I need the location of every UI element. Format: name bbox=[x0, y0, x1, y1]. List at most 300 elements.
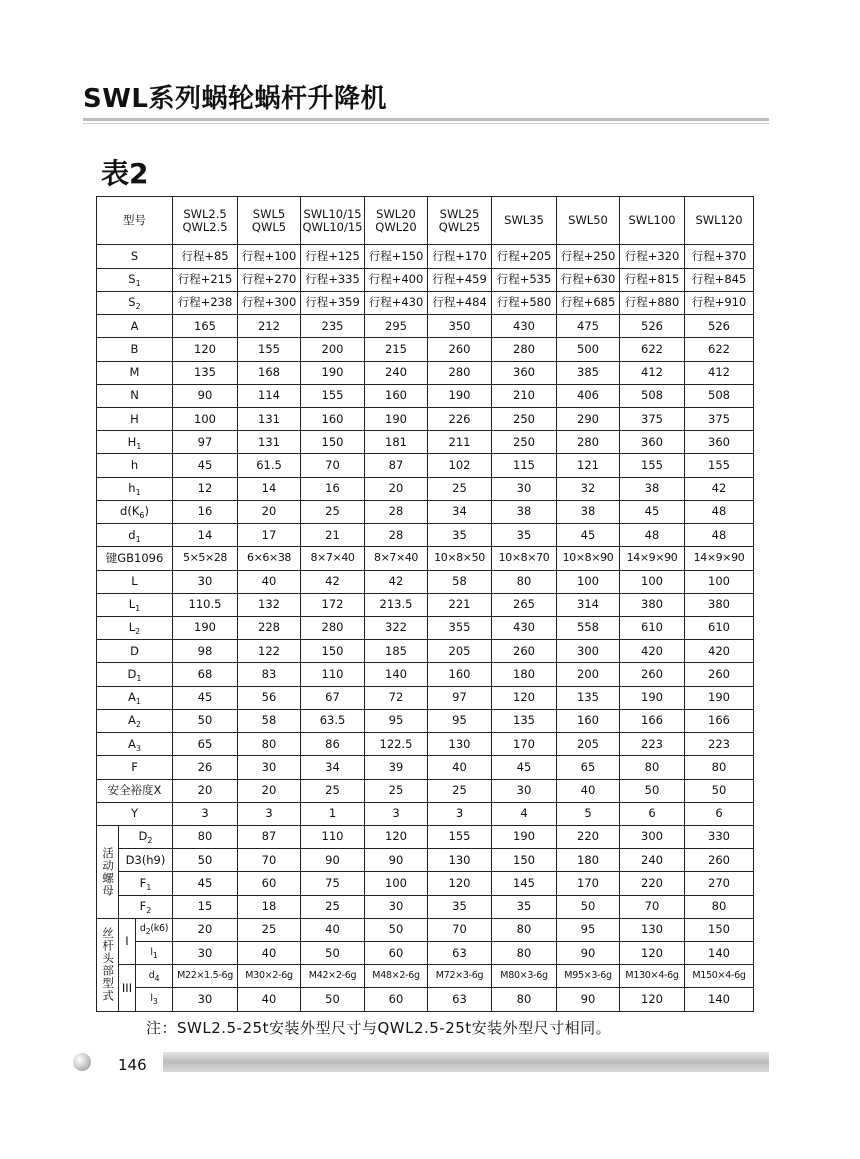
row-label-text: A bbox=[128, 713, 136, 728]
table-cell: 50 bbox=[557, 895, 620, 918]
table-cell: 221 bbox=[428, 593, 492, 616]
table-row bbox=[97, 663, 754, 686]
table-cell: 330 bbox=[685, 825, 754, 848]
table-cell: 250 bbox=[492, 408, 557, 431]
table-cell: 3 bbox=[365, 802, 428, 825]
table-cell: 行程+300 bbox=[238, 291, 301, 314]
table-cell: 135 bbox=[492, 709, 557, 732]
row-label bbox=[97, 802, 173, 825]
table-cell: 65 bbox=[173, 733, 238, 756]
table-cell: 70 bbox=[428, 918, 492, 941]
row-label bbox=[97, 570, 173, 593]
table-cell: 223 bbox=[685, 733, 754, 756]
table-cell: 420 bbox=[685, 640, 754, 663]
row-label bbox=[97, 756, 173, 779]
table-cell: 155 bbox=[301, 384, 365, 407]
table-cell: 314 bbox=[557, 593, 620, 616]
row-label-text: 安全裕度X bbox=[107, 783, 162, 797]
model-header bbox=[238, 197, 301, 245]
table-cell: 160 bbox=[301, 408, 365, 431]
row-label-subscript: 6 bbox=[139, 511, 145, 521]
table-cell: 260 bbox=[428, 338, 492, 361]
table-cell: 72 bbox=[365, 686, 428, 709]
table-cell: 120 bbox=[620, 942, 685, 965]
table-cell: 26 bbox=[173, 756, 238, 779]
table-cell: 355 bbox=[428, 616, 492, 639]
row-label-text: A bbox=[130, 318, 139, 333]
row-label-text: D bbox=[130, 643, 139, 658]
table-cell: 240 bbox=[365, 361, 428, 384]
model-header-text: SWL10/15 QWL10/15 bbox=[302, 206, 363, 234]
table-cell: 行程+359 bbox=[301, 291, 365, 314]
model-header-text: SWL25 QWL25 bbox=[438, 206, 481, 234]
table-cell: 80 bbox=[492, 988, 557, 1012]
table-cell: 508 bbox=[685, 384, 754, 407]
table-cell: 40 bbox=[557, 779, 620, 802]
table-cell: 95 bbox=[428, 709, 492, 732]
table-cell: 380 bbox=[685, 593, 754, 616]
row-label bbox=[97, 268, 173, 291]
table-row bbox=[97, 245, 754, 268]
table-cell: 行程+335 bbox=[301, 268, 365, 291]
table-cell: 80 bbox=[492, 918, 557, 941]
table-cell: 280 bbox=[428, 361, 492, 384]
table-cell: 180 bbox=[492, 663, 557, 686]
table-cell: 行程+370 bbox=[685, 245, 754, 268]
table-cell: 412 bbox=[620, 361, 685, 384]
table-cell: 42 bbox=[301, 570, 365, 593]
table-cell: 3 bbox=[428, 802, 492, 825]
table-cell: 10×8×50 bbox=[428, 547, 492, 570]
row-label-text: D bbox=[138, 829, 148, 844]
table-cell: 212 bbox=[238, 315, 301, 338]
table-cell: 110.5 bbox=[173, 593, 238, 616]
row-label-subscript: 1 bbox=[136, 441, 142, 451]
table-cell: 260 bbox=[685, 849, 754, 872]
table-cell: 420 bbox=[620, 640, 685, 663]
row-label bbox=[119, 895, 173, 918]
table-cell: 21 bbox=[301, 524, 365, 547]
table-cell: 406 bbox=[557, 384, 620, 407]
table-cell: 25 bbox=[238, 918, 301, 941]
model-header-text: SWL35 bbox=[504, 213, 544, 228]
table-cell: 80 bbox=[620, 756, 685, 779]
table-cell: 240 bbox=[620, 849, 685, 872]
table-cell: 235 bbox=[301, 315, 365, 338]
table-cell: 48 bbox=[685, 500, 754, 523]
table-cell: 38 bbox=[557, 500, 620, 523]
table-cell: 75 bbox=[301, 872, 365, 895]
table-cell: 115 bbox=[492, 454, 557, 477]
table-cell: 行程+320 bbox=[620, 245, 685, 268]
table-cell: 160 bbox=[365, 384, 428, 407]
model-header bbox=[685, 197, 754, 245]
row-label bbox=[97, 454, 173, 477]
table-cell: 63 bbox=[428, 988, 492, 1012]
table-cell: 63 bbox=[428, 942, 492, 965]
model-header bbox=[301, 197, 365, 245]
table-cell: 360 bbox=[620, 431, 685, 454]
table-cell: 131 bbox=[238, 408, 301, 431]
table-cell: 16 bbox=[301, 477, 365, 500]
table-cell: 83 bbox=[238, 663, 301, 686]
table-row bbox=[97, 640, 754, 663]
table-cell: 20 bbox=[173, 918, 238, 941]
table-cell: 100 bbox=[365, 872, 428, 895]
table-cell: 行程+205 bbox=[492, 245, 557, 268]
table-cell: 122.5 bbox=[365, 733, 428, 756]
table-cell: 622 bbox=[685, 338, 754, 361]
row-label-text: d(K bbox=[120, 504, 140, 519]
table-cell: 90 bbox=[557, 988, 620, 1012]
table-cell: 45 bbox=[173, 454, 238, 477]
table-cell: 190 bbox=[428, 384, 492, 407]
table-cell: 380 bbox=[620, 593, 685, 616]
table-cell: 30 bbox=[365, 895, 428, 918]
row-label-subscript: 1 bbox=[135, 279, 141, 289]
table-cell: 行程+580 bbox=[492, 291, 557, 314]
table-cell: 322 bbox=[365, 616, 428, 639]
table-cell: 80 bbox=[685, 756, 754, 779]
table-row bbox=[97, 686, 754, 709]
table-cell: 558 bbox=[557, 616, 620, 639]
header-rule bbox=[83, 118, 769, 121]
table-cell: 300 bbox=[620, 825, 685, 848]
footer-bullet-icon bbox=[73, 1053, 91, 1071]
table-cell: 135 bbox=[173, 361, 238, 384]
table-cell: 185 bbox=[365, 640, 428, 663]
table-cell: 45 bbox=[620, 500, 685, 523]
row-label bbox=[97, 686, 173, 709]
table-row bbox=[97, 338, 754, 361]
table-cell: 145 bbox=[492, 872, 557, 895]
table-cell: 280 bbox=[557, 431, 620, 454]
table-row bbox=[97, 942, 754, 965]
row-label-subscript: 1 bbox=[135, 604, 141, 614]
table-cell: 1 bbox=[301, 802, 365, 825]
table-cell: 80 bbox=[173, 825, 238, 848]
table-cell: 40 bbox=[301, 918, 365, 941]
row-label-subscript: 1 bbox=[136, 673, 142, 683]
table-cell: M30×2-6g bbox=[238, 965, 301, 988]
row-label bbox=[136, 965, 173, 988]
table-cell: 6×6×38 bbox=[238, 547, 301, 570]
table-row bbox=[97, 709, 754, 732]
table-row bbox=[97, 454, 754, 477]
table-cell: 86 bbox=[301, 733, 365, 756]
table-cell: 114 bbox=[238, 384, 301, 407]
table-cell: 16 bbox=[173, 500, 238, 523]
table-cell: 87 bbox=[238, 825, 301, 848]
row-label-text: d bbox=[128, 527, 136, 542]
table-cell: 38 bbox=[492, 500, 557, 523]
nut-group-label: 活动螺母 bbox=[97, 825, 119, 918]
table-cell: 60 bbox=[365, 988, 428, 1012]
table-cell: 25 bbox=[365, 779, 428, 802]
model-header-text: SWL2.5 QWL2.5 bbox=[182, 206, 228, 234]
table-cell: 508 bbox=[620, 384, 685, 407]
table-cell: 40 bbox=[238, 570, 301, 593]
table-cell: 95 bbox=[365, 709, 428, 732]
table-cell: 67 bbox=[301, 686, 365, 709]
table-cell: 行程+845 bbox=[685, 268, 754, 291]
table-row bbox=[97, 268, 754, 291]
table-cell: 48 bbox=[685, 524, 754, 547]
table-cell: 20 bbox=[238, 779, 301, 802]
table-cell: 350 bbox=[428, 315, 492, 338]
table-cell: 58 bbox=[238, 709, 301, 732]
table-row bbox=[97, 524, 754, 547]
table-cell: 34 bbox=[301, 756, 365, 779]
table-cell: 70 bbox=[620, 895, 685, 918]
row-label bbox=[136, 988, 173, 1012]
row-label bbox=[136, 918, 173, 941]
table-cell: 行程+430 bbox=[365, 291, 428, 314]
table-cell: 5×5×28 bbox=[173, 547, 238, 570]
table-note: 注：SWL2.5-25t安装外型尺寸与QWL2.5-25t安装外型尺寸相同。 bbox=[146, 1019, 612, 1037]
table-cell: 行程+910 bbox=[685, 291, 754, 314]
table-cell: 100 bbox=[620, 570, 685, 593]
model-header bbox=[557, 197, 620, 245]
table-cell: 14 bbox=[173, 524, 238, 547]
table-cell: 35 bbox=[428, 895, 492, 918]
row-label-text: B bbox=[130, 341, 139, 356]
row-label-subscript: 2 bbox=[135, 302, 141, 312]
row-label-subscript: 1 bbox=[135, 488, 141, 498]
table-cell: 20 bbox=[365, 477, 428, 500]
table-cell: 150 bbox=[492, 849, 557, 872]
table-cell: 95 bbox=[557, 918, 620, 941]
table-cell: M22×1.5-6g bbox=[173, 965, 238, 988]
row-label-text: Y bbox=[130, 806, 139, 821]
row-label-text: S bbox=[128, 295, 136, 310]
table-cell: 70 bbox=[301, 454, 365, 477]
table-cell: 140 bbox=[685, 988, 754, 1012]
row-label bbox=[136, 942, 173, 965]
row-label bbox=[97, 640, 173, 663]
table-cell: 行程+270 bbox=[238, 268, 301, 291]
row-label-text: D3(h9) bbox=[125, 852, 166, 867]
table-cell: 80 bbox=[685, 895, 754, 918]
table-cell: 215 bbox=[365, 338, 428, 361]
table-cell: 行程+459 bbox=[428, 268, 492, 291]
table-cell: 90 bbox=[301, 849, 365, 872]
table-cell: 155 bbox=[238, 338, 301, 361]
table-header-row bbox=[97, 197, 754, 245]
table-cell: 65 bbox=[557, 756, 620, 779]
table-cell: 130 bbox=[620, 918, 685, 941]
table-row bbox=[97, 965, 754, 988]
row-label bbox=[97, 733, 173, 756]
model-header-text: SWL20 QWL20 bbox=[375, 206, 417, 234]
table-row bbox=[97, 547, 754, 570]
table-cell: 200 bbox=[301, 338, 365, 361]
table-cell: 行程+880 bbox=[620, 291, 685, 314]
table-cell: 14×9×90 bbox=[685, 547, 754, 570]
table-cell: 90 bbox=[173, 384, 238, 407]
table-cell: 102 bbox=[428, 454, 492, 477]
table-row bbox=[97, 733, 754, 756]
table-cell: 39 bbox=[365, 756, 428, 779]
table-cell: 265 bbox=[492, 593, 557, 616]
table-cell: 行程+238 bbox=[173, 291, 238, 314]
row-label bbox=[97, 663, 173, 686]
row-label-text: M bbox=[129, 365, 140, 380]
table-cell: 行程+484 bbox=[428, 291, 492, 314]
row-label-text: D bbox=[127, 666, 137, 681]
table-cell: 385 bbox=[557, 361, 620, 384]
table-cell: 70 bbox=[238, 849, 301, 872]
table-cell: M72×3-6g bbox=[428, 965, 492, 988]
table-cell: 120 bbox=[492, 686, 557, 709]
table-cell: 63.5 bbox=[301, 709, 365, 732]
table-cell: 61.5 bbox=[238, 454, 301, 477]
table-cell: 40 bbox=[238, 942, 301, 965]
screw-group-label: 丝杆头部型式 bbox=[97, 918, 119, 1011]
table-title: 表2 bbox=[101, 157, 149, 190]
table-cell: M130×4-6g bbox=[620, 965, 685, 988]
table-cell: 48 bbox=[620, 524, 685, 547]
table-cell: 155 bbox=[620, 454, 685, 477]
table-cell: M150×4-6g bbox=[685, 965, 754, 988]
table-cell: 165 bbox=[173, 315, 238, 338]
table-cell: 68 bbox=[173, 663, 238, 686]
table-cell: 8×7×40 bbox=[365, 547, 428, 570]
table-cell: 110 bbox=[301, 825, 365, 848]
model-header-text: SWL100 bbox=[628, 213, 676, 228]
table-row bbox=[97, 988, 754, 1012]
table-cell: 412 bbox=[685, 361, 754, 384]
table-row bbox=[97, 570, 754, 593]
table-cell: 25 bbox=[301, 779, 365, 802]
table-cell: 280 bbox=[492, 338, 557, 361]
table-cell: 10×8×70 bbox=[492, 547, 557, 570]
table-cell: 190 bbox=[620, 686, 685, 709]
table-cell: 131 bbox=[238, 431, 301, 454]
row-label-subscript: 1 bbox=[135, 697, 141, 707]
table-cell: 98 bbox=[173, 640, 238, 663]
row-label-subscript: 2 bbox=[146, 906, 152, 916]
table-cell: 220 bbox=[557, 825, 620, 848]
row-label-subscript: 2 bbox=[145, 927, 151, 937]
table-cell: 100 bbox=[173, 408, 238, 431]
table-cell: 190 bbox=[492, 825, 557, 848]
table-cell: 8×7×40 bbox=[301, 547, 365, 570]
table-cell: 50 bbox=[620, 779, 685, 802]
table-cell: 20 bbox=[173, 779, 238, 802]
table-cell: 45 bbox=[173, 872, 238, 895]
table-cell: 80 bbox=[492, 570, 557, 593]
table-cell: 260 bbox=[492, 640, 557, 663]
row-label-subscript: 1 bbox=[146, 882, 152, 892]
table-row bbox=[97, 779, 754, 802]
table-cell: 40 bbox=[428, 756, 492, 779]
table-cell: 56 bbox=[238, 686, 301, 709]
table-cell: 100 bbox=[557, 570, 620, 593]
row-label-text: l bbox=[150, 993, 153, 1005]
model-header bbox=[173, 197, 238, 245]
table-cell: 行程+400 bbox=[365, 268, 428, 291]
row-label-subscript: 3 bbox=[152, 997, 158, 1007]
row-label-subscript: 3 bbox=[135, 743, 141, 753]
row-label bbox=[97, 500, 173, 523]
table-cell: 80 bbox=[238, 733, 301, 756]
row-label-suffix: ) bbox=[144, 504, 149, 519]
table-cell: 610 bbox=[620, 616, 685, 639]
row-label-subscript: 4 bbox=[154, 973, 160, 983]
table-cell: 90 bbox=[557, 942, 620, 965]
table-cell: 121 bbox=[557, 454, 620, 477]
table-cell: 300 bbox=[557, 640, 620, 663]
table-cell: 30 bbox=[238, 756, 301, 779]
table-row bbox=[97, 384, 754, 407]
table-cell: 190 bbox=[685, 686, 754, 709]
table-cell: M48×2-6g bbox=[365, 965, 428, 988]
table-cell: 30 bbox=[173, 988, 238, 1012]
table-cell: 226 bbox=[428, 408, 492, 431]
table-cell: 190 bbox=[173, 616, 238, 639]
row-label-subscript: 1 bbox=[135, 534, 141, 544]
table-cell: 97 bbox=[428, 686, 492, 709]
table-cell: 181 bbox=[365, 431, 428, 454]
table-cell: 行程+250 bbox=[557, 245, 620, 268]
row-label-text: F bbox=[139, 875, 147, 890]
table-cell: 25 bbox=[428, 779, 492, 802]
row-label-subscript: 1 bbox=[152, 950, 158, 960]
row-label bbox=[97, 779, 173, 802]
table-cell: 25 bbox=[301, 500, 365, 523]
table-cell: 5 bbox=[557, 802, 620, 825]
table-cell: 110 bbox=[301, 663, 365, 686]
table-cell: 17 bbox=[238, 524, 301, 547]
table-cell: 130 bbox=[428, 849, 492, 872]
table-cell: 25 bbox=[301, 895, 365, 918]
row-label-text: h bbox=[130, 457, 139, 472]
table-cell: 35 bbox=[428, 524, 492, 547]
table-cell: 360 bbox=[685, 431, 754, 454]
table-cell: 150 bbox=[685, 918, 754, 941]
table-cell: 375 bbox=[685, 408, 754, 431]
row-label bbox=[97, 524, 173, 547]
table-cell: 610 bbox=[685, 616, 754, 639]
table-cell: 200 bbox=[557, 663, 620, 686]
table-cell: 375 bbox=[620, 408, 685, 431]
table-row bbox=[97, 315, 754, 338]
table-cell: 3 bbox=[173, 802, 238, 825]
table-row bbox=[97, 291, 754, 314]
table-cell: M80×3-6g bbox=[492, 965, 557, 988]
table-row bbox=[97, 918, 754, 941]
row-label bbox=[97, 593, 173, 616]
table-cell: 45 bbox=[557, 524, 620, 547]
table-cell: 50 bbox=[173, 709, 238, 732]
table-cell: 360 bbox=[492, 361, 557, 384]
table-row bbox=[97, 593, 754, 616]
table-cell: 166 bbox=[620, 709, 685, 732]
table-cell: 45 bbox=[173, 686, 238, 709]
table-cell: 行程+815 bbox=[620, 268, 685, 291]
row-label-text: L bbox=[128, 620, 136, 635]
row-label bbox=[97, 408, 173, 431]
table-cell: 622 bbox=[620, 338, 685, 361]
table-cell: 526 bbox=[620, 315, 685, 338]
table-cell: 122 bbox=[238, 640, 301, 663]
model-header-text: SWL5 QWL5 bbox=[251, 206, 287, 234]
table-cell: 150 bbox=[301, 431, 365, 454]
table-cell: 90 bbox=[365, 849, 428, 872]
table-row bbox=[97, 849, 754, 872]
table-cell: 170 bbox=[492, 733, 557, 756]
